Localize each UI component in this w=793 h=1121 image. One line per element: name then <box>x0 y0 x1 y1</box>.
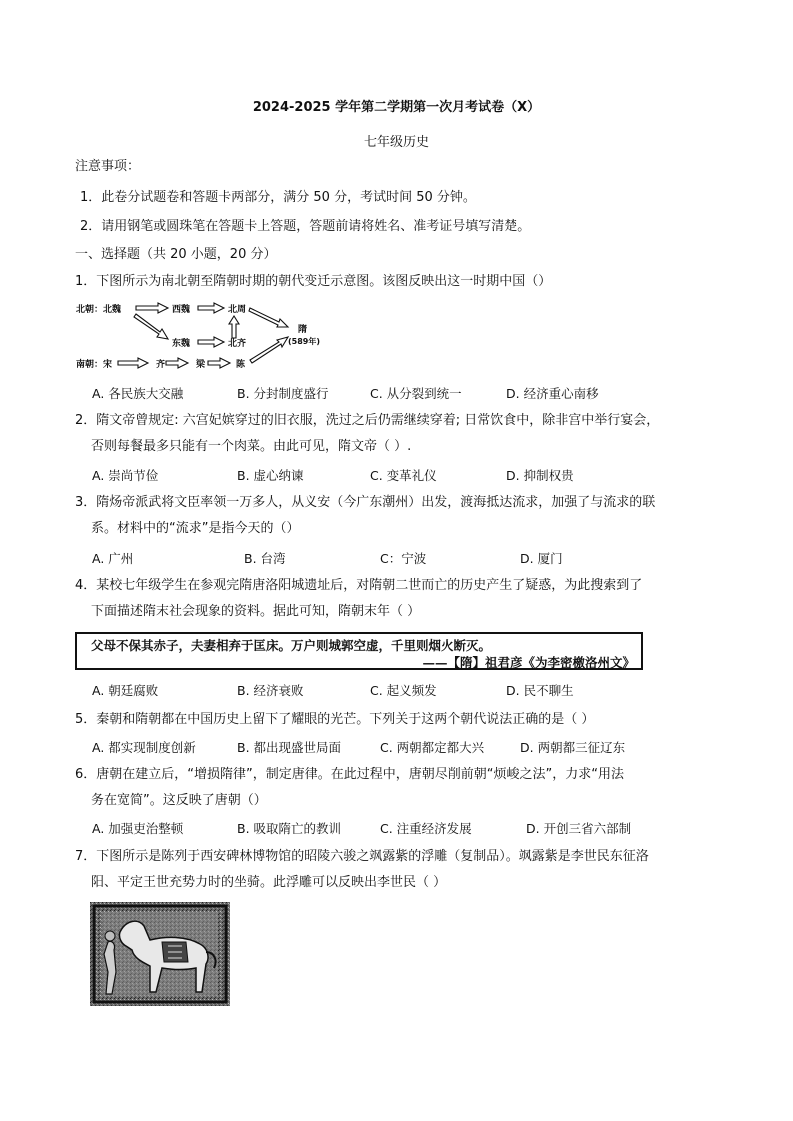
diagram-liang: 梁 <box>196 360 206 370</box>
q1-option-a[interactable]: A. 各民族大交融 <box>92 386 184 401</box>
q3-option-d[interactable]: D. 厦门 <box>520 551 563 566</box>
q5-option-b[interactable]: B. 都出现盛世局面 <box>237 740 342 755</box>
q6-option-b[interactable]: B. 吸取隋亡的教训 <box>237 821 342 836</box>
diagram-north-label: 北朝：北魏 <box>76 305 122 315</box>
q6-option-c[interactable]: C. 注重经济发展 <box>380 821 472 836</box>
q2-option-b[interactable]: B. 虚心纳谏 <box>237 468 304 483</box>
question-4-quote-box <box>75 632 643 670</box>
question-1-options <box>92 385 732 403</box>
q4-option-b[interactable]: B. 经济衰败 <box>237 683 304 698</box>
notice-2: 2．请用钢笔或圆珠笔在答题卡上答题，答题前请将姓名、准考证号填写清楚。 <box>80 219 531 234</box>
question-1-text: 1．下图所示为南北朝至隋朝时期的朝代变迁示意图。该图反映出这一时期中国（） <box>75 274 552 289</box>
exam-title: 2024-2025 学年第二学期第一次月考试卷（X） <box>252 100 541 115</box>
diagram-chen: 陈 <box>236 360 246 370</box>
question-6-line-1: 6．唐朝在建立后，“增损隋律”，制定唐律。在此过程中，唐朝尽削前朝“烦峻之法”，力求“用法 <box>75 767 624 782</box>
q4-option-c[interactable]: C. 起义频发 <box>370 683 437 698</box>
question-3-options <box>92 550 732 568</box>
q1-option-b[interactable]: B. 分封制度盛行 <box>237 386 329 401</box>
question-4-quote: 父母不保其赤子，夫妻相弃于匡床。万户则城郭空虚，千里则烟火断灭。 <box>91 638 492 653</box>
notice-1: 1．此卷分试题卷和答题卡两部分，满分 50 分，考试时间 50 分钟。 <box>80 190 476 205</box>
q3-option-a[interactable]: A. 广州 <box>92 551 134 566</box>
q4-option-a[interactable]: A. 朝廷腐败 <box>92 683 159 698</box>
q5-option-a[interactable]: A. 都实现制度创新 <box>92 740 196 755</box>
question-5-options <box>92 739 732 757</box>
question-2-line-1: 2．隋文帝曾规定: 六宫妃嫔穿过的旧衣服，洗过之后仍需继续穿着; 日常饮食中，除非宫中举行宴会， <box>75 413 660 428</box>
q5-option-d[interactable]: D. 两朝都三征辽东 <box>520 740 626 755</box>
q2-option-d[interactable]: D. 抑制权贵 <box>506 468 574 483</box>
question-3-line-1: 3．隋炀帝派武将文臣率领一万多人，从义安（今广东潮州）出发，渡海抵达流求，加强了与流求的联 <box>75 495 656 510</box>
diagram-north-zhou: 北周 <box>228 305 247 315</box>
question-7-line-1: 7．下图所示是陈列于西安碑林博物馆的昭陵六骏之飒露紫的浮雕（复制品）。飒露紫是李世民东征洛 <box>75 849 649 864</box>
diagram-qi: 齐 <box>156 360 166 370</box>
question-4-line-2: 下面描述隋末社会现象的资料。据此可知，隋朝末年（ ） <box>91 604 421 619</box>
q2-option-c[interactable]: C. 变革礼仪 <box>370 468 437 483</box>
question-6-line-2: 务在宽简”。这反映了唐朝（） <box>91 793 267 808</box>
q6-option-d[interactable]: D. 开创三省六部制 <box>526 821 632 836</box>
diagram-south-label: 南朝：宋 <box>76 360 113 370</box>
question-4-options <box>92 682 732 700</box>
horse-relief-image <box>90 902 230 1006</box>
q3-option-c[interactable]: C：宁波 <box>380 551 427 566</box>
question-6-options <box>92 820 732 838</box>
notice-heading: 注意事项： <box>75 159 141 174</box>
question-3-line-2: 系。材料中的“流求”是指今天的（） <box>91 521 300 536</box>
dynasty-diagram <box>74 296 344 378</box>
diagram-arrows <box>118 303 288 368</box>
diagram-sui: 隋 <box>298 325 308 335</box>
diagram-sui-year: (589年) <box>288 337 321 346</box>
question-4-line-1: 4．某校七年级学生在参观完隋唐洛阳城遗址后，对隋朝二世而亡的历史产生了疑惑，为此搜索到了 <box>75 578 643 593</box>
question-2-options <box>92 467 732 485</box>
q1-option-c[interactable]: C. 从分裂到统一 <box>370 386 462 401</box>
q1-option-d[interactable]: D. 经济重心南移 <box>506 386 599 401</box>
section-heading: 一、选择题（共 20 小题，20 分） <box>75 247 277 262</box>
diagram-west-wei: 西魏 <box>172 305 191 315</box>
q4-option-d[interactable]: D. 民不聊生 <box>506 683 574 698</box>
question-4-quote-source: ——【隋】祖君彦《为李密檄洛州文》 <box>422 655 635 670</box>
exam-subtitle: 七年级历史 <box>363 135 429 150</box>
diagram-north-qi: 北齐 <box>228 339 247 349</box>
q2-option-a[interactable]: A. 崇尚节俭 <box>92 468 159 483</box>
q5-option-c[interactable]: C. 两朝都定都大兴 <box>380 740 485 755</box>
question-5-text: 5．秦朝和隋朝都在中国历史上留下了耀眼的光芒。下列关于这两个朝代说法正确的是（ ） <box>75 712 595 727</box>
question-7-line-2: 阳、平定王世充势力时的坐骑。此浮雕可以反映出李世民（ ） <box>91 875 447 890</box>
question-2-line-2: 否则每餐最多只能有一个肉菜。由此可见，隋文帝（ ）. <box>91 439 412 454</box>
diagram-east-wei: 东魏 <box>172 339 191 349</box>
q3-option-b[interactable]: B. 台湾 <box>244 551 286 566</box>
q6-option-a[interactable]: A. 加强吏治整顿 <box>92 821 184 836</box>
